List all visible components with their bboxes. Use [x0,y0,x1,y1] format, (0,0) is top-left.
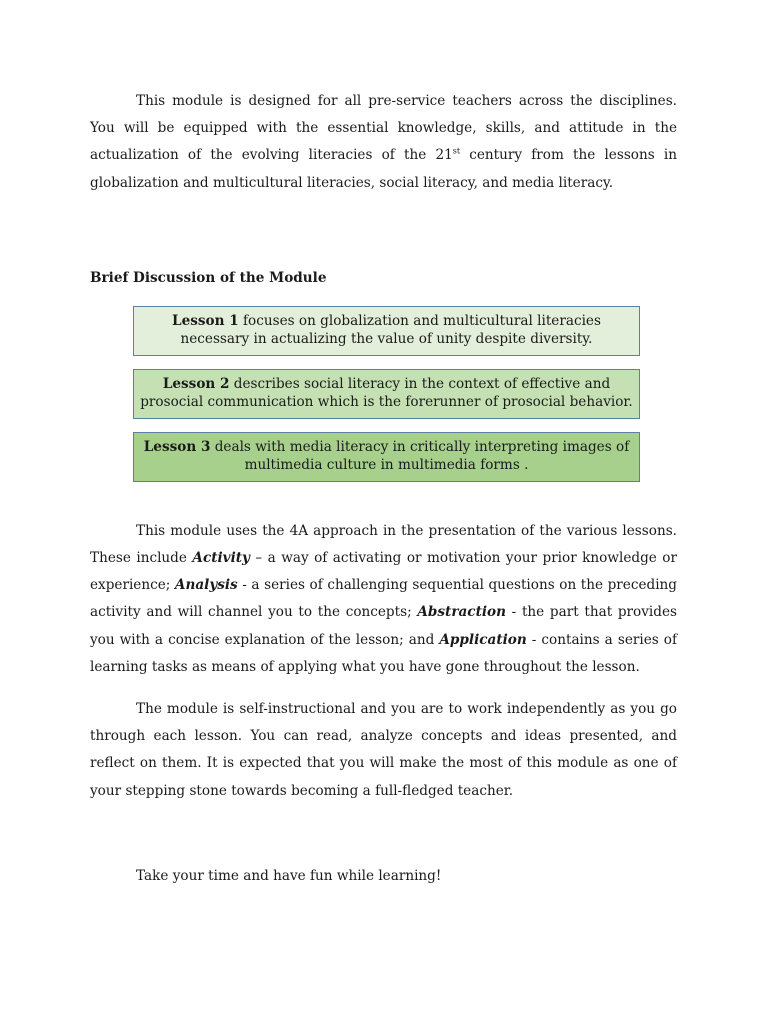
lesson-3-box [133,432,640,482]
document-page [90,88,677,890]
closing-line: Take your time and have fun while learning! [136,867,442,884]
term-application: Application [439,631,527,648]
approach-paragraph [90,518,677,681]
term-activity: Activity [192,550,250,567]
section-heading: Brief Discussion of the Module [90,269,327,286]
intro-text-a: This module is designed for all pre-service teachers across the disciplines. You will be equipped with the essential knowledge, skills, and attitude in the actualization of the evolving literacies of the 21 [90,93,677,164]
lesson-2-label: Lesson 2 [162,375,230,392]
intro-text-b: century from the lessons in globalization and multicultural literacies, social literacy, and media literacy. [90,147,677,191]
approach-text-2: – a way of activating or motivation your prior knowledge or experience; [90,550,677,594]
lesson-2-text: describes social literacy in the context of effective and prosocial communication which is the forerunner of prosocial behavior. [140,375,633,411]
approach-text-1: This module uses the 4A approach in the presentation of the various lessons. These include [90,522,677,567]
approach-text-5: - contains a series of learning tasks as means of applying what you have gone throughout the lesson. [90,631,677,675]
lesson-3-text: deals with media literacy in critically interpreting images of multimedia culture in multimedia forms . [210,438,630,474]
approach-text-3: - a series of challenging sequential questions on the preceding activity and will channel you to the concepts; [90,577,677,621]
intro-paragraph [90,88,677,197]
intro-superscript: st [452,146,461,156]
self-instruction-paragraph: The module is self-instructional and you are to work independently as you go through each lesson. You can read, analyze concepts and ideas presented, and reflect on them. It is expected that you will make the most of this module as one of your stepping stone towards becoming a full-fledged teacher. [90,701,677,799]
lesson-1-label: Lesson 1 [172,312,239,329]
lesson-3-label: Lesson 3 [143,438,211,455]
term-abstraction: Abstraction [417,604,506,621]
lesson-1-text: focuses on globalization and multicultural literacies necessary in actualizing the value of unity despite diversity. [180,312,601,348]
lesson-2-box [133,369,640,419]
lesson-1-box [133,306,640,356]
approach-text-4: - the part that provides you with a concise explanation of the lesson; and [90,604,677,648]
term-analysis: Analysis [174,577,238,594]
